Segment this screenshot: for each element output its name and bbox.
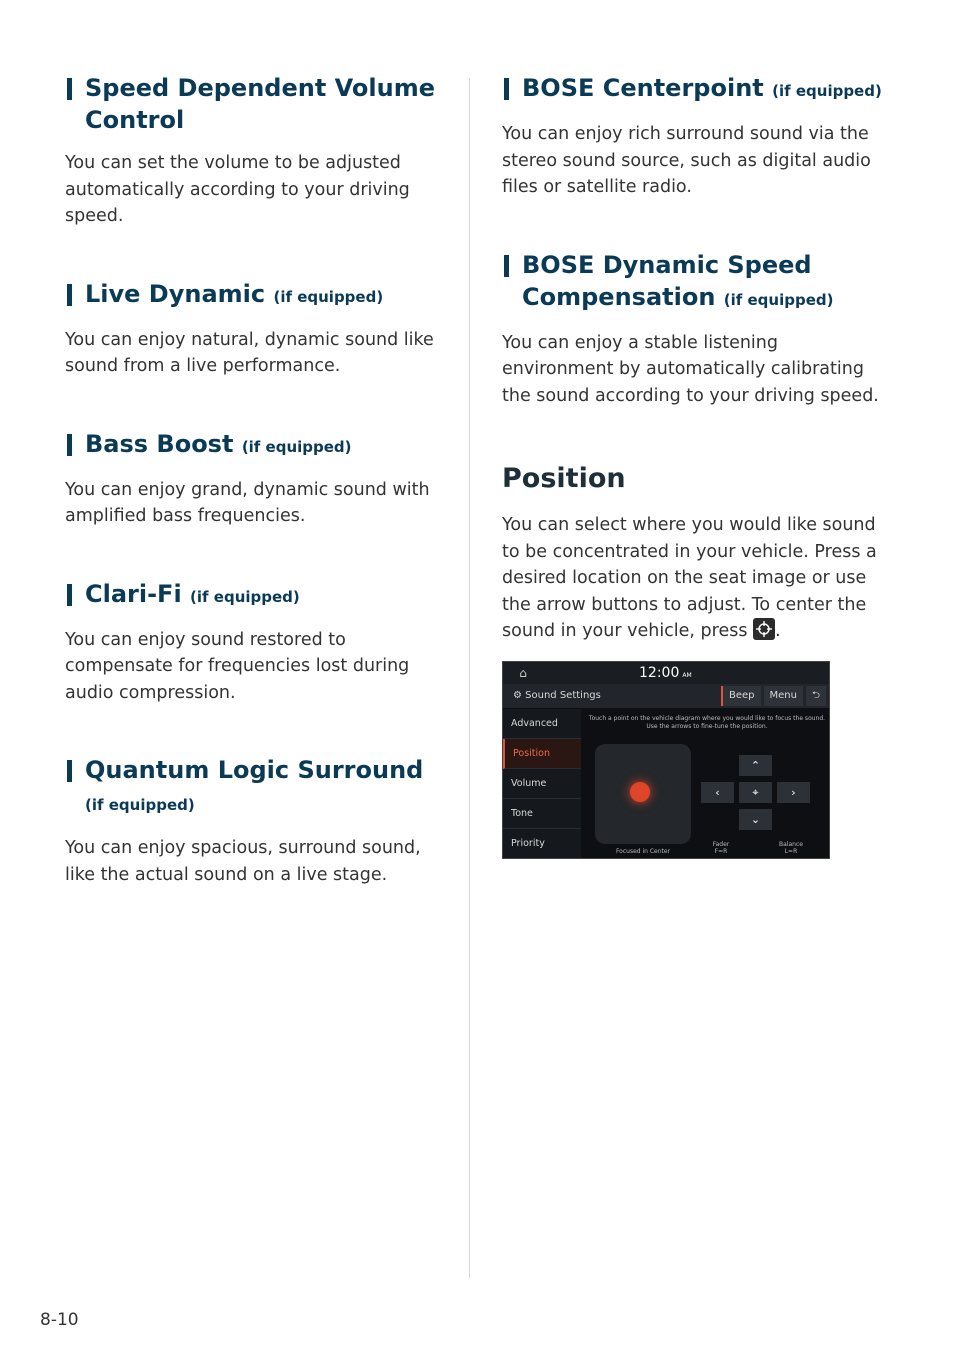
menu-item-position[interactable]: Position <box>503 739 581 769</box>
balance-readout: Balance L=R <box>779 840 803 855</box>
menu-item-priority[interactable]: Priority <box>503 829 581 859</box>
column-divider <box>469 78 470 1278</box>
section-title: Bass Boost <box>85 429 234 458</box>
section-title: Live Dynamic <box>85 279 266 308</box>
clock: 12:00 AM <box>639 664 692 681</box>
if-equipped-note: (if equipped) <box>190 587 300 606</box>
back-icon[interactable]: ⮌ <box>806 686 826 706</box>
focus-status: Focused in Center <box>615 847 671 855</box>
settings-menu <box>503 709 581 859</box>
sound-focus-dot[interactable] <box>630 782 650 802</box>
menu-item-advanced[interactable]: Advanced <box>503 709 581 739</box>
menu-item-volume[interactable]: Volume <box>503 769 581 799</box>
position-text: You can select where you would like sound to be concentrated in your vehicle. Press a desired location on the seat image or use the arrow buttons to adjust. To center the sound in your vehicle, press . <box>502 515 877 641</box>
position-hint: Touch a point on the vehicle diagram where you would like to focus the sound. Use the arrows to fine-tune the position. <box>588 714 826 730</box>
page-number: 8-10 <box>40 1310 79 1330</box>
section-text: You can enjoy rich surround sound via the stereo sound source, such as digital audio files or satellite radio. <box>502 124 871 197</box>
section-quantum-logic <box>65 754 445 888</box>
section-title: Speed Dependent Volume Control <box>85 74 436 134</box>
center-icon <box>753 618 775 640</box>
arrow-up-button[interactable]: ⌃ <box>739 755 772 776</box>
menu-button[interactable]: Menu <box>764 686 803 706</box>
if-equipped-note: (if equipped) <box>772 82 882 100</box>
arrow-down-button[interactable]: ⌄ <box>739 809 772 830</box>
home-icon[interactable]: ⌂ <box>519 665 527 680</box>
section-bose-centerpoint <box>502 72 892 201</box>
screen-title: ⚙ Sound Settings <box>513 690 601 701</box>
left-column <box>65 72 445 936</box>
sound-settings-screenshot <box>502 661 830 859</box>
if-equipped-note: (if equipped) <box>85 796 195 814</box>
if-equipped-note: (if equipped) <box>723 290 834 309</box>
position-heading: Position <box>502 463 626 494</box>
section-text: You can enjoy a stable listening environment by automatically calibrating the sound according to your driving speed. <box>502 332 879 406</box>
section-title: Clari-Fi <box>85 579 182 608</box>
section-text: You can set the volume to be adjusted automatically according to your driving speed. <box>65 153 410 226</box>
if-equipped-note: (if equipped) <box>273 287 384 306</box>
if-equipped-note: (if equipped) <box>241 437 352 456</box>
section-text: You can enjoy sound restored to compensate for frequencies lost during audio compression. <box>65 629 410 703</box>
arrow-left-button[interactable]: ‹ <box>701 782 734 803</box>
arrow-right-button[interactable]: › <box>777 782 810 803</box>
section-text: You can enjoy grand, dynamic sound with amplified bass frequencies. <box>65 479 430 526</box>
section-bass-boost <box>65 428 445 530</box>
section-bose-dsc <box>502 249 892 410</box>
section-live-dynamic <box>65 278 445 380</box>
section-text: You can enjoy natural, dynamic sound like sound from a live performance. <box>65 329 434 376</box>
section-title: Quantum Logic Surround <box>85 756 424 784</box>
section-speed-volume <box>65 72 445 230</box>
beep-button[interactable]: Beep <box>721 686 761 706</box>
section-title: BOSE Dynamic Speed Compensation <box>522 250 812 311</box>
center-button[interactable]: ⌖ <box>739 782 772 803</box>
menu-item-tone[interactable]: Tone <box>503 799 581 829</box>
section-title: BOSE Centerpoint <box>522 74 764 102</box>
settings-icon: ⚙ <box>513 690 522 701</box>
section-clari-fi <box>65 578 445 707</box>
fader-readout: Fader F=R <box>712 840 730 855</box>
section-text: You can enjoy spacious, surround sound, like the actual sound on a live stage. <box>65 838 421 885</box>
right-column <box>502 72 892 859</box>
